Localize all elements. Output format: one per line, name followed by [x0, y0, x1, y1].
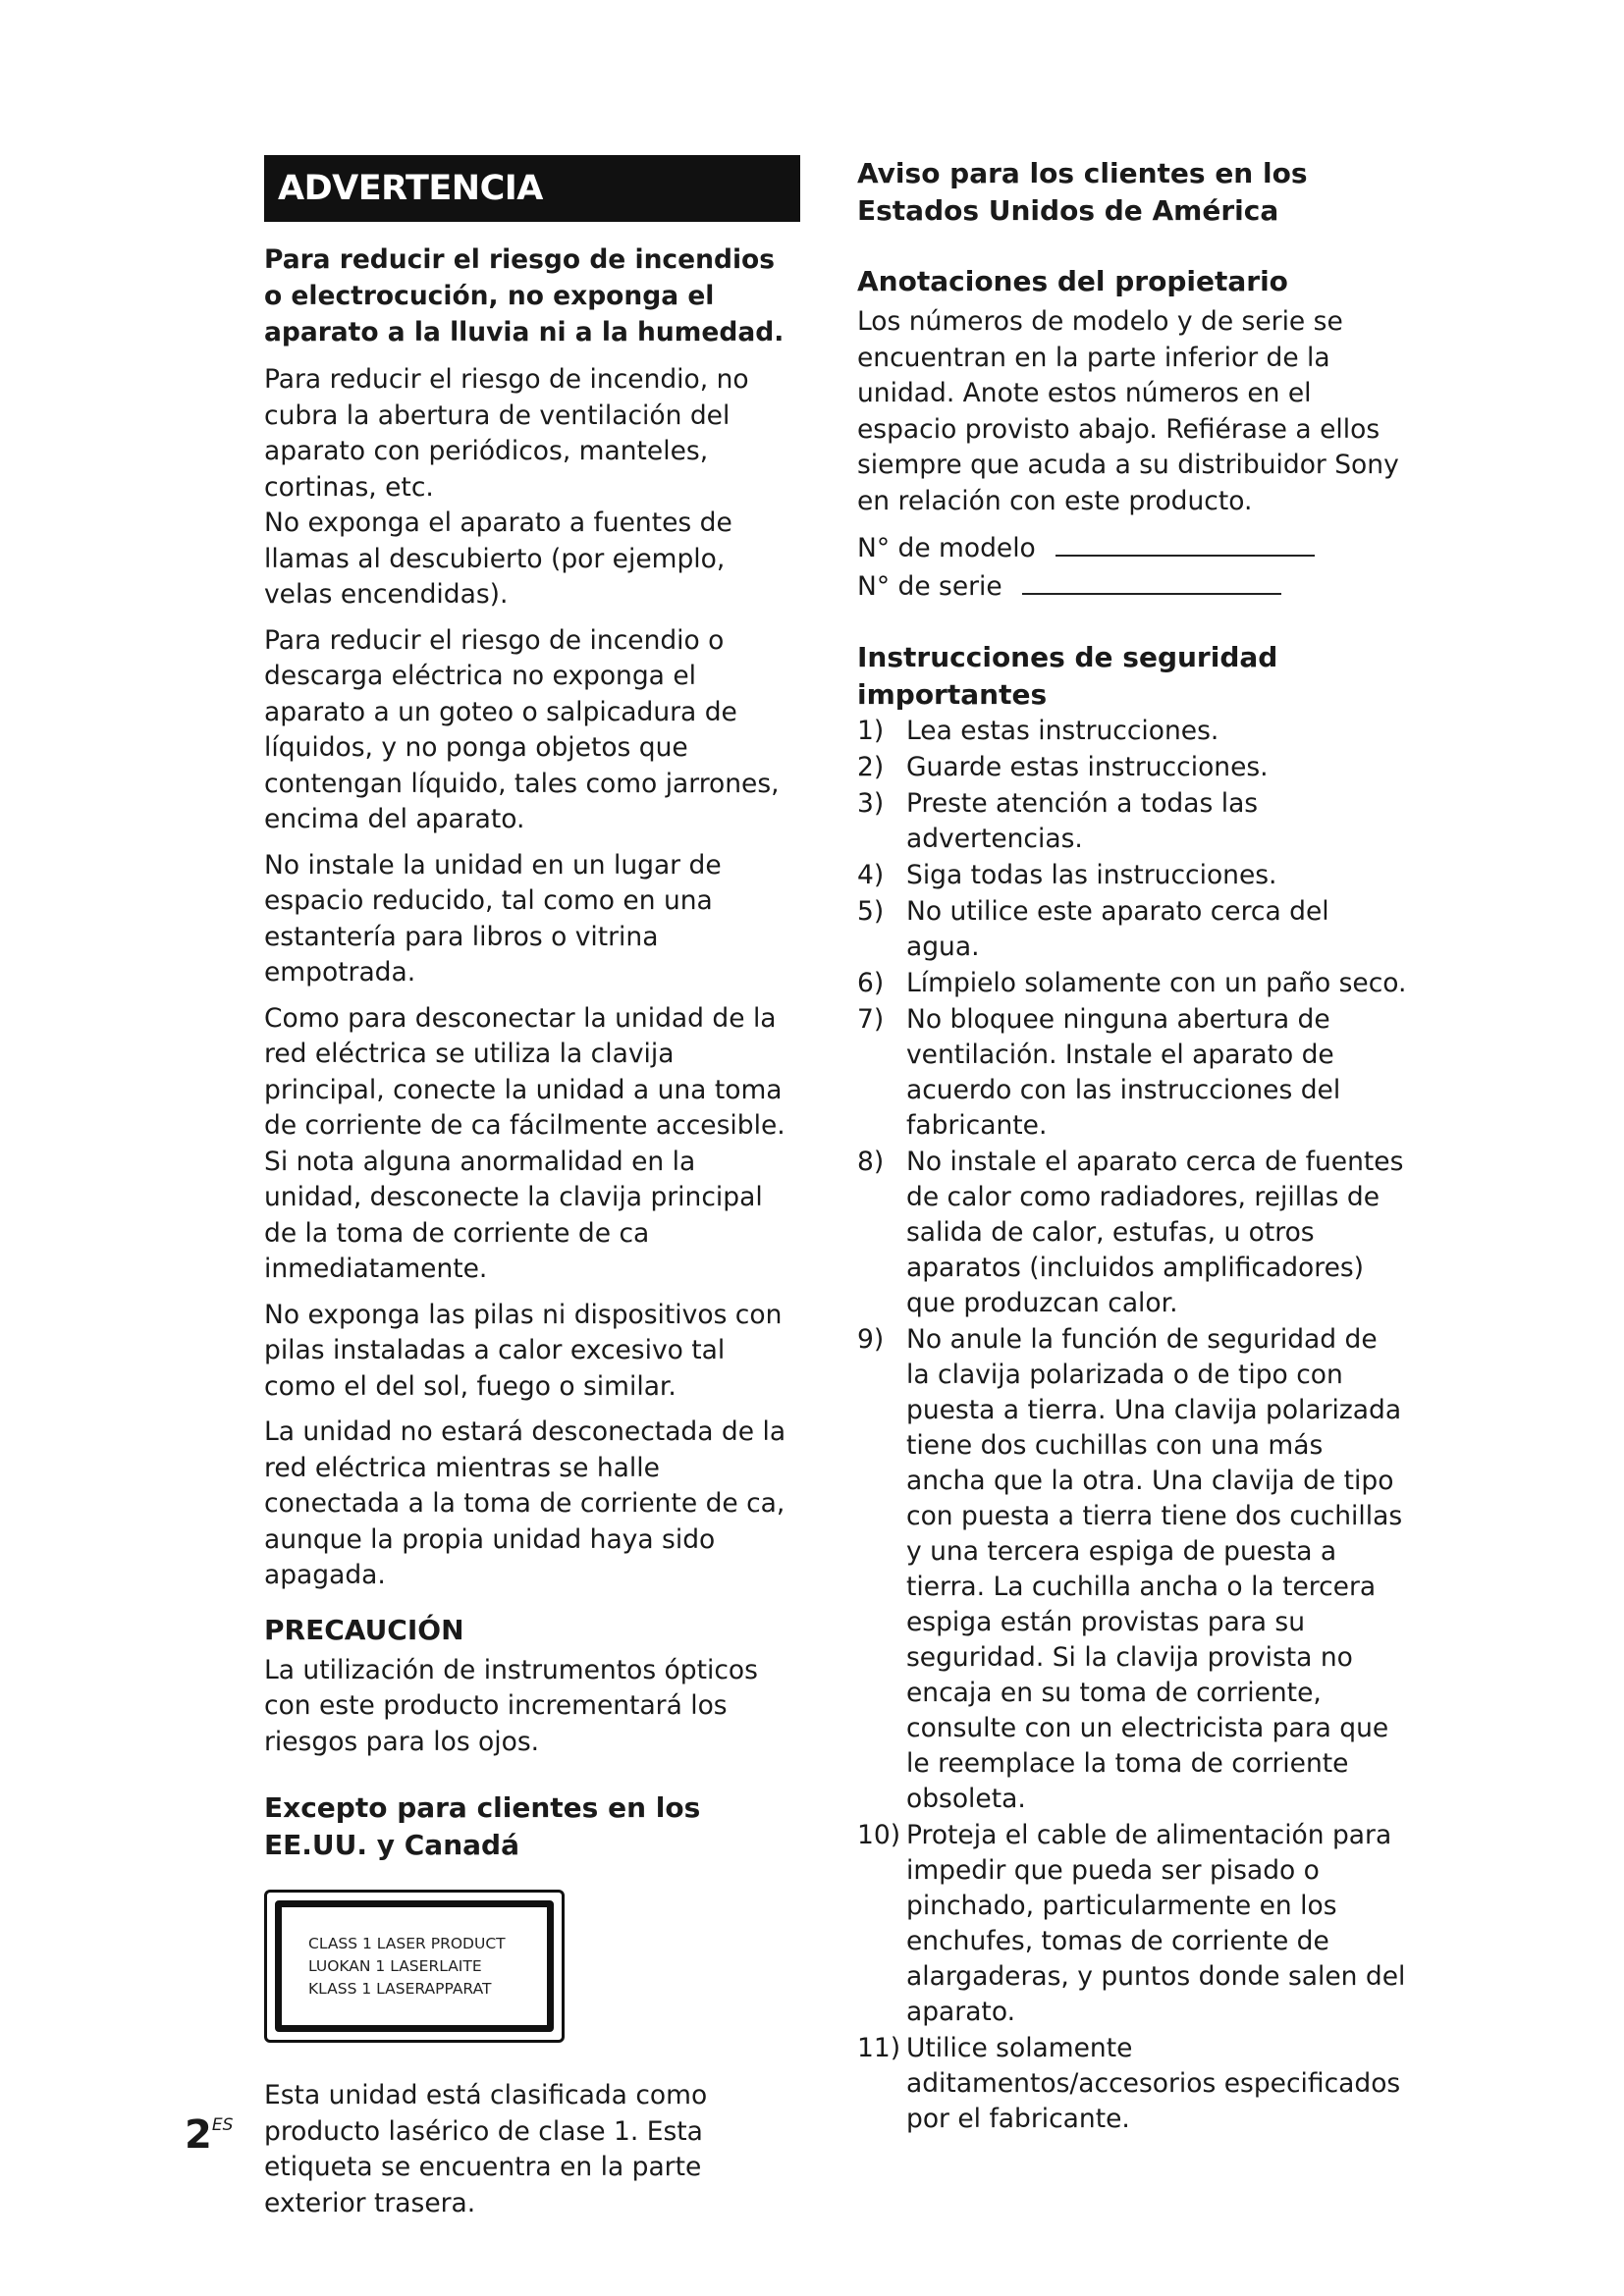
laser-text: Esta unidad está clasificada como producto lasérico de clase 1. Esta etiqueta se encuentra en la parte exterior trasera.: [264, 2080, 708, 2218]
list-item: 5) No utilice este aparato cerca del agua.: [857, 896, 1329, 962]
paragraph: Para reducir el riesgo de incendio, no cubra la abertura de ventilación del aparato con periódicos, manteles, cortinas, etc.: [264, 364, 749, 503]
warning-lead: Para reducir el riesgo de incendios o electrocución, no exponga el aparato a la lluvia ni a la humedad.: [264, 244, 785, 347]
laser-label-line: KLASS 1 LASERAPPARAT: [308, 1979, 492, 1998]
instructions-list: [857, 714, 1407, 2137]
paragraph: Para reducir el riesgo de incendio o descarga eléctrica no exponga el aparato a un goteo o salpicadura de líquidos, y no ponga objetos que contengan líquido, tales como jarrones, encima del aparato.: [264, 624, 780, 834]
list-item: 10) Proteja el cable de alimentación para impedir que pueda ser pisado o pinchado, particularmente en los enchufes, tomas de corriente de alargaderas, y puntos donde salen del aparato.: [857, 1820, 1406, 2027]
model-label: N° de modelo: [857, 533, 1036, 563]
warning-banner: ADVERTENCIA: [264, 155, 800, 222]
safety-heading: Instrucciones de seguridad importantes: [857, 641, 1278, 711]
list-item: 11) Utilice solamente aditamentos/accesorios especificados por el fabricante.: [857, 2033, 1401, 2134]
except-heading: Excepto para clientes en los EE.UU. y Canadá: [264, 1791, 701, 1861]
list-item: 6) Límpielo solamente con un paño seco.: [857, 968, 1407, 998]
serial-label: N° de serie: [857, 571, 1002, 602]
page-number: $2^{ES}$: [185, 2112, 234, 2158]
laser-label-line: LUOKAN 1 LASERLAITE: [308, 1956, 482, 1975]
paragraph: No exponga las pilas ni dispositivos con pilas instaladas a calor excesivo tal como el del sol, fuego o similar.: [264, 1299, 783, 1402]
us-notice-heading: Aviso para los clientes en los Estados Unidos de América: [857, 157, 1308, 227]
paragraph: La unidad no estará desconectada de la red eléctrica mientras se halle conectada a la toma de corriente de ca, aunque la propia unidad haya sido apagada.: [264, 1416, 786, 1590]
paragraph: No instale la unidad en un lugar de espacio reducido, tal como en una estantería para libros o vitrina empotrada.: [264, 849, 722, 988]
list-item: 2) Guarde estas instrucciones.: [857, 752, 1269, 782]
caution-text: La utilización de instrumentos ópticos con este producto incrementará los riesgos para los ojos.: [264, 1654, 758, 1757]
list-item: 4) Siga todas las instrucciones.: [857, 860, 1277, 890]
paragraph: No exponga el aparato a fuentes de llamas al descubierto (por ejemplo, velas encendidas).: [264, 507, 732, 610]
model-blank-line: [1056, 529, 1315, 557]
laser-label-line: CLASS 1 LASER PRODUCT: [308, 1934, 506, 1952]
serial-blank-line: [1022, 567, 1281, 595]
laser-class-label: [264, 1890, 565, 2043]
serial-number-field: [857, 567, 1407, 606]
list-item: 9) No anule la función de seguridad de la clavija polarizada o de tipo con puesta a tierra. Una clavija polarizada tiene dos cuchillas con una más ancha que la otra. Una clavija de tipo con puesta a tierra tiene dos cuchillas y una tercera espiga de puesta a tierra. La cuchilla ancha o la tercera espiga están provistas para su seguridad. Si la clavija provista no encaja en su toma de corriente, consulte con un electricista para que le reemplace la toma de corriente obsoleta.: [857, 1324, 1403, 1814]
page-language-suffix: ES: [211, 2115, 234, 2135]
right-column: [857, 155, 1407, 2138]
list-item: 7) No bloquee ninguna abertura de ventilación. Instale el aparato de acuerdo con las instrucciones del fabricante.: [857, 1004, 1341, 1141]
list-item: 8) No instale el aparato cerca de fuentes de calor como radiadores, rejillas de salida de calor, estufas, u otros aparatos (incluidos amplificadores) que produzcan calor.: [857, 1147, 1404, 1318]
left-column: [264, 155, 800, 2231]
caution-heading: PRECAUCIÓN: [264, 1613, 464, 1646]
owner-text: Los números de modelo y de serie se encuentran en la parte inferior de la unidad. Anote estos números en el espacio provisto abajo. Refiérase a ellos siempre que acuda a su distribuidor Sony en relación con este producto.: [857, 306, 1399, 516]
model-number-field: [857, 529, 1407, 567]
owner-heading: Anotaciones del propietario: [857, 265, 1288, 297]
paragraph: Como para desconectar la unidad de la red eléctrica se utiliza la clavija principal, conecte la unidad a una toma de corriente de ca fácilmente accesible. Si nota alguna anormalidad en la unidad, desconecte la clavija principal de la toma de corriente de ca inmediatamente.: [264, 1002, 785, 1284]
list-item: 1) Lea estas instrucciones.: [857, 716, 1219, 746]
list-item: 3) Preste atención a todas las advertencias.: [857, 788, 1259, 854]
